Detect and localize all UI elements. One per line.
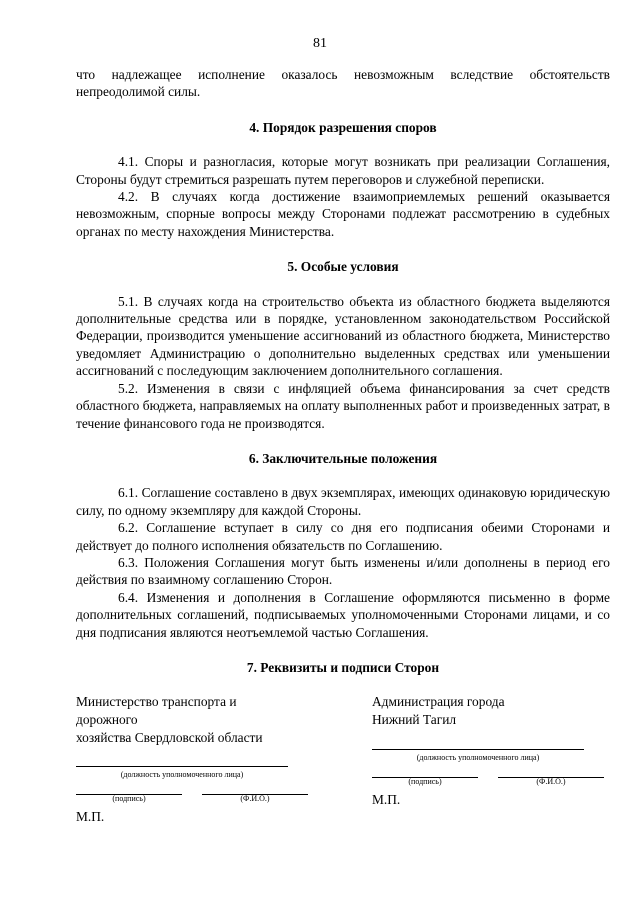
position-line — [76, 766, 288, 767]
position-caption: (должность уполномоченного лица) — [416, 752, 540, 762]
clause-4-1: 4.1. Споры и разногласия, которые могут возникать при реализации Соглашения, Стороны будут стремиться разрешать путем переговоров и служебной переписки. — [76, 154, 610, 187]
section-heading-signatures: 7. Реквизиты и подписи Сторон — [246, 659, 440, 675]
page-number: 81 — [313, 36, 327, 51]
signature-caption: (подпись) — [408, 776, 442, 786]
clause-6-2: 6.2. Соглашение вступает в силу со дня его подписания обеими Сторонами и действует до полного исполнения обязательств по Соглашению. — [76, 520, 610, 553]
clause-6-1: 6.1. Соглашение составлено в двух экземплярах, имеющих одинаковую юридическую силу, по одному экземпляру для каждой Стороны. — [76, 485, 610, 518]
clause-5-1: 5.1. В случаях когда на строительство объекта из областного бюджета выделяются дополнительные средства или в порядке, установленном законодательством Российской Федерации, производится уменьшение ассигнований из областного бюджета, Министерство уведомляет Администрацию о дополнительно выделенных средствах или уменьшении ассигнований с последующим заключением дополнительного соглашения. — [76, 293, 610, 379]
position-caption: (должность уполномоченного лица) — [120, 770, 244, 780]
section-heading-disputes: 4. Порядок разрешения споров — [249, 119, 437, 135]
org-name-line-2: Нижний Тагил — [372, 711, 457, 727]
seal-label: М.П. — [372, 791, 401, 807]
org-name-line-1: Министерство транспорта и дорожного — [76, 694, 237, 727]
org-name-line-1: Администрация города — [372, 694, 505, 710]
signature-caption: (подпись) — [112, 794, 146, 804]
name-caption: (Ф.И.О.) — [536, 776, 566, 786]
position-line — [372, 749, 584, 750]
clause-4-2: 4.2. В случаях когда достижение взаимоприемлемых решений оказывается невозможным, спорные вопросы между Сторонами подлежат рассмотрению в судебных органах по месту нахождения Министерства. — [76, 189, 610, 239]
clause-5-2: 5.2. Изменения в связи с инфляцией объема финансирования за счет средств областного бюджета, направляемых на оплату выполненных работ и произведенных затрат, в течение финансового года не производятся. — [76, 380, 610, 431]
clause-6-3: 6.3. Положения Соглашения могут быть изменены и/или дополнены в период его действия по взаимному соглашению Сторон. — [76, 554, 610, 588]
org-name-line-2: хозяйства Свердловской области — [76, 729, 263, 745]
signatory-ministry — [76, 693, 296, 825]
name-caption: (Ф.И.О.) — [240, 794, 270, 804]
signatory-administration — [372, 693, 592, 808]
document-body — [76, 66, 610, 825]
clause-6-4: 6.4. Изменения и дополнения в Соглашение оформляются письменно в форме дополнительных соглашений, подписываемых уполномоченными Сторонами лицами, и со дня подписания являются неотъемлемой частью Соглашения. — [76, 589, 610, 640]
seal-label: М.П. — [76, 809, 105, 825]
section-heading-special-conditions: 5. Особые условия — [287, 259, 399, 275]
section-heading-final-provisions: 6. Заключительные положения — [248, 450, 438, 466]
intro-paragraph: что надлежащее исполнение оказалось невозможным вследствие обстоятельств непреодолимой силы. — [76, 67, 610, 100]
